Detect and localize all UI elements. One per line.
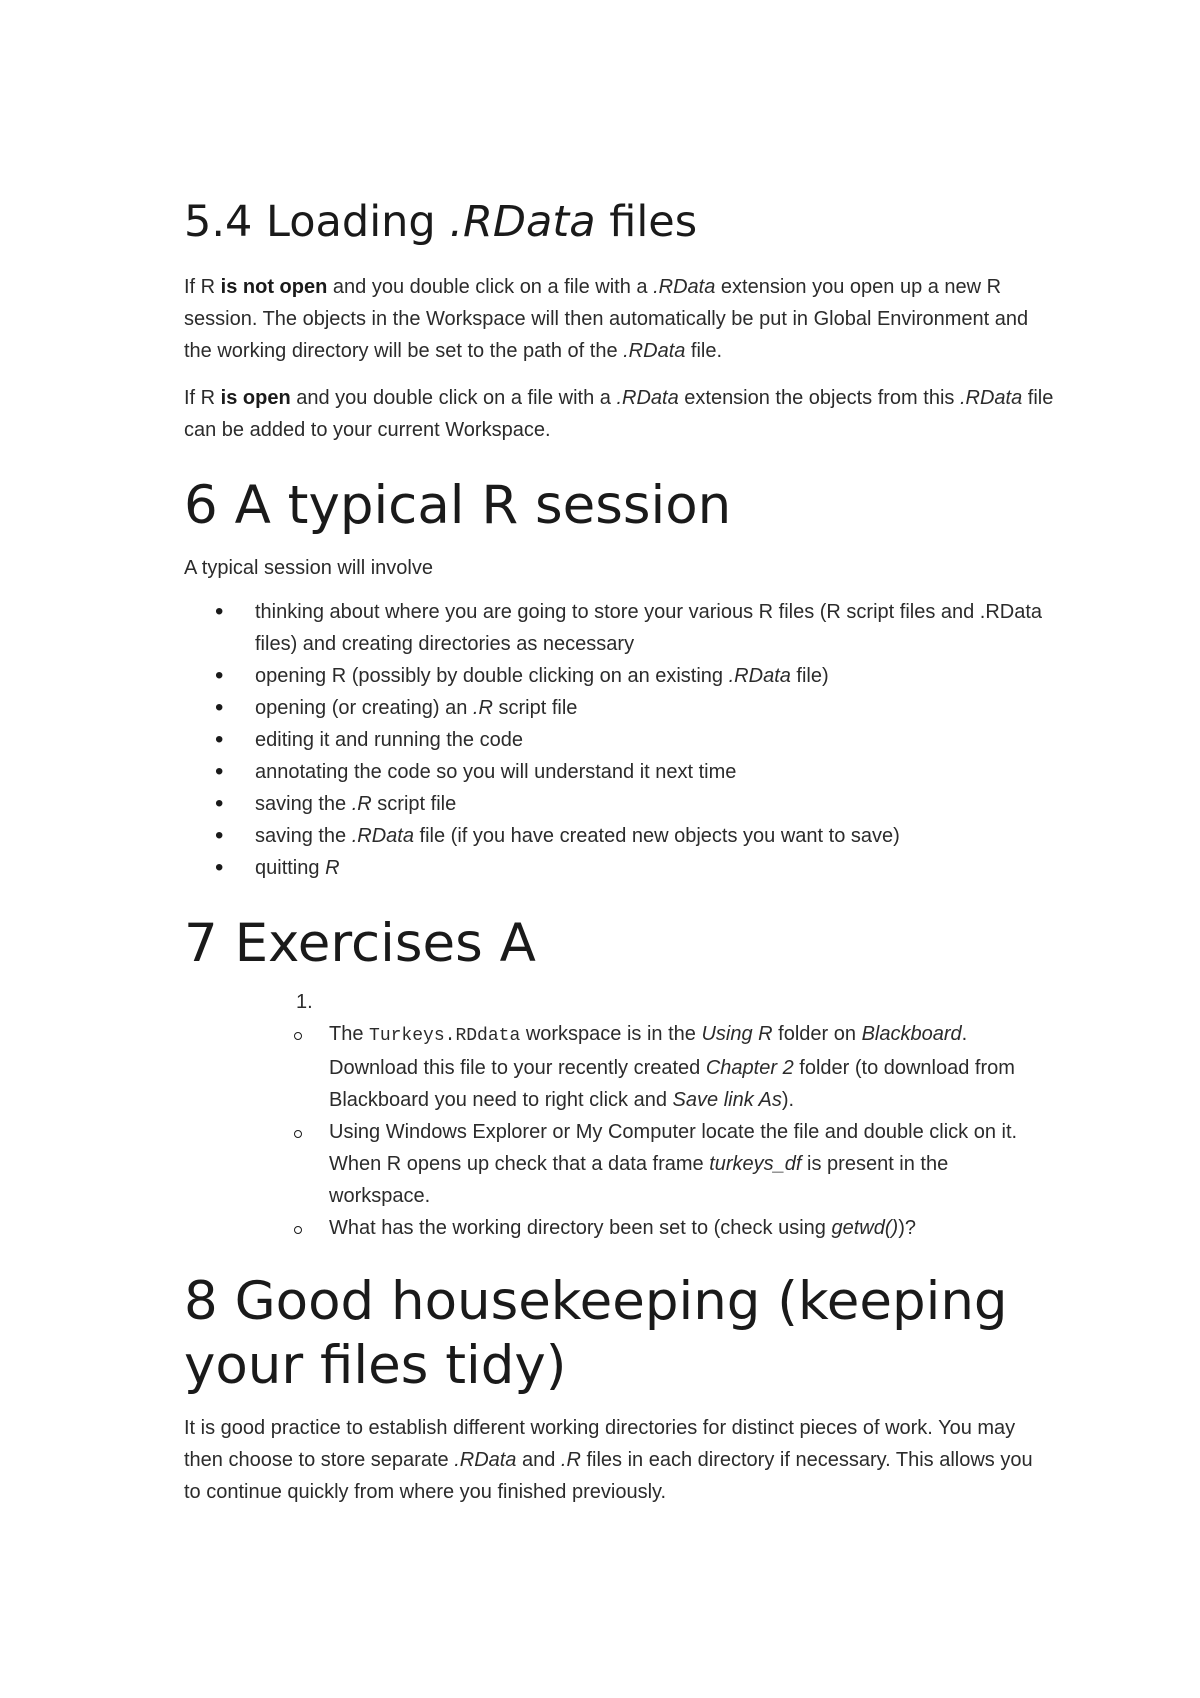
paragraph-r-not-open — [184, 271, 1054, 367]
list-item — [184, 1116, 1054, 1212]
section-8-paragraph — [184, 1412, 1054, 1508]
italic-text: Using R — [701, 1023, 773, 1045]
text: file can be added to your current Workspace. — [184, 387, 1054, 441]
section-8-heading: 8 Good housekeeping (keeping your files tidy) — [184, 1271, 1008, 1396]
text: The — [329, 1023, 370, 1045]
section-5-4-heading — [184, 195, 1054, 249]
italic-text: Blackboard — [861, 1023, 962, 1045]
exercise-number: 1. — [296, 991, 313, 1013]
text: editing it and running the code — [255, 729, 523, 751]
bold-text: is not open — [220, 276, 328, 298]
italic-text: .RData — [351, 825, 414, 847]
section-7-heading: 7 Exercises A — [184, 913, 536, 974]
list-item — [184, 692, 1054, 724]
text: files in each directory if necessary. This allows you to continue quickly from where you finished previously. — [184, 1449, 1033, 1503]
text: opening R (possibly by double clicking on an existing — [255, 665, 729, 687]
text: It is good practice to establish different working directories for distinct pieces of work. You may then choose to store separate — [184, 1417, 1016, 1471]
italic-text: .R — [351, 793, 372, 815]
italic-text: .R — [560, 1449, 581, 1471]
italic-text: .RData — [728, 665, 791, 687]
text: file (if you have created new objects you want to save) — [413, 825, 900, 847]
paragraph-r-open — [184, 382, 1054, 446]
text: extension the objects from this — [678, 387, 960, 409]
text: folder (to download from Blackboard you need to right click and — [329, 1057, 1015, 1111]
list-item — [184, 596, 1054, 660]
text: . Download this file to your recently created — [329, 1023, 968, 1079]
list-item — [184, 1212, 1054, 1244]
text: annotating the code so you will understand it next time — [255, 761, 737, 783]
italic-text: .RData — [616, 387, 679, 409]
text: Using Windows Explorer or My Computer locate the file and double click on it. When R opens up check that a data frame — [329, 1121, 1018, 1175]
text: file. — [685, 340, 723, 362]
section-6-intro: A typical session will involve — [184, 557, 433, 579]
italic-text: .RData — [959, 387, 1023, 409]
italic-text: Save link As — [672, 1089, 782, 1111]
italic-text: .RData — [623, 340, 686, 362]
text: saving the — [255, 793, 352, 815]
italic-text: .RData — [454, 1449, 517, 1471]
text: workspace is in the — [520, 1023, 702, 1045]
italic-text: .R — [472, 697, 493, 719]
text: extension you open up a new R session. The objects in the Workspace will then automatically be put in Global Environment and the working directory will be set to the path of the — [184, 276, 1029, 362]
list-item — [184, 852, 1054, 884]
list-item — [184, 788, 1054, 820]
list-item — [184, 660, 1054, 692]
text: thinking about where you are going to store your various R files (R script files and .RData files) and creating directories as necessary — [255, 601, 1043, 655]
list-item — [184, 1018, 1054, 1116]
heading-italic: .RData — [449, 197, 596, 247]
code-text: Turkeys.RDdata — [369, 1026, 521, 1046]
text: )? — [898, 1217, 916, 1239]
text: script file — [492, 697, 578, 719]
italic-text: .RData — [653, 276, 716, 298]
text: file) — [790, 665, 829, 687]
text: script file — [371, 793, 457, 815]
document-content — [184, 0, 1054, 1508]
heading-text: 5.4 Loading — [184, 197, 450, 247]
text: and — [516, 1449, 561, 1471]
text: ). — [781, 1089, 795, 1111]
text: is present in the workspace. — [329, 1153, 949, 1207]
list-item — [184, 820, 1054, 852]
list-item — [184, 756, 1054, 788]
exercise-list — [184, 1018, 1054, 1244]
italic-text: getwd() — [831, 1217, 899, 1239]
typical-session-list — [184, 596, 1054, 884]
text: saving the — [255, 825, 352, 847]
section-6-heading: 6 A typical R session — [184, 475, 732, 536]
list-item — [184, 724, 1054, 756]
text: If R — [184, 387, 221, 409]
text: What has the working directory been set to (check using — [329, 1217, 832, 1239]
heading-text: files — [595, 197, 698, 247]
text: If R — [184, 276, 221, 298]
text: quitting — [255, 857, 326, 879]
text: opening (or creating) an — [255, 697, 473, 719]
italic-text: Chapter 2 — [705, 1057, 794, 1079]
text: folder on — [772, 1023, 862, 1045]
italic-text: turkeys_df — [709, 1153, 802, 1175]
text: and you double click on a file with a — [327, 276, 654, 298]
bold-text: is open — [220, 387, 291, 409]
italic-text: R — [325, 857, 340, 879]
text: and you double click on a file with a — [290, 387, 617, 409]
